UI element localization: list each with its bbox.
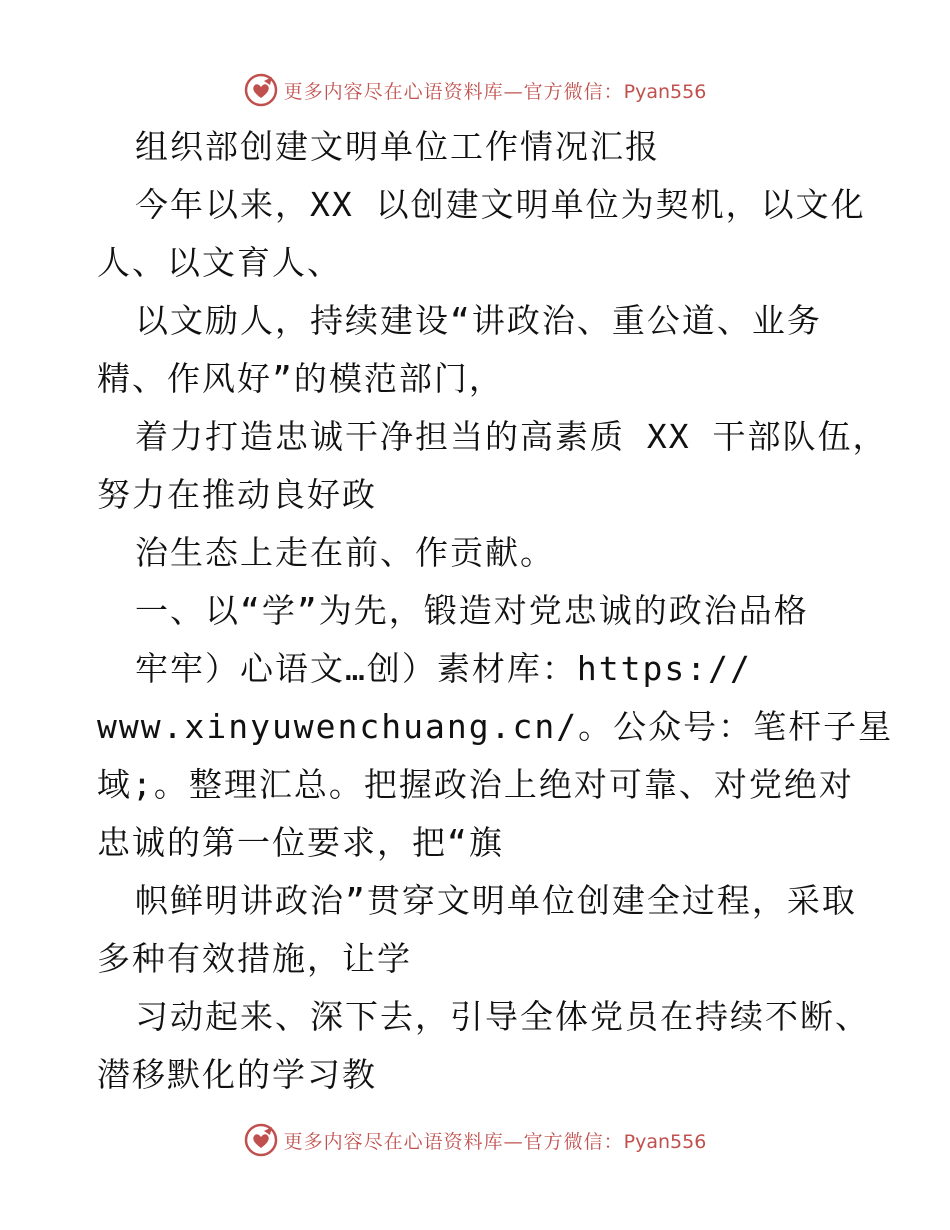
header-banner: [0, 68, 950, 112]
heart-pen-logo-icon: [244, 1123, 278, 1157]
banner-slogan: 更多内容尽在心语资料库—官方微信：Pyan556: [283, 1130, 707, 1153]
paragraph-line: 着力打造忠诚干净担当的高素质 XX 干部队伍，: [135, 417, 888, 456]
paragraph-line: 治生态上走在前、作贡献。: [135, 533, 555, 572]
paragraph-line: 人、以文育人、: [97, 243, 342, 282]
document-body: [97, 118, 894, 1104]
banner-slogan: 更多内容尽在心语资料库—官方微信：Pyan556: [283, 80, 707, 103]
banner-wechat-id: Pyan556: [623, 80, 707, 103]
paragraph-line: 多种有效措施，让学: [97, 939, 412, 978]
paragraph-line: 牢牢）心语文…创）素材库：https://: [135, 649, 752, 688]
footer-banner: [0, 1118, 950, 1162]
paragraph-line: 帜鲜明讲政治”贯穿文明单位创建全过程，采取: [135, 881, 857, 920]
paragraph-line: 域;。整理汇总。把握政治上绝对可靠、对党绝对: [97, 765, 854, 804]
document-title: 组织部创建文明单位工作情况汇报: [135, 127, 660, 166]
banner-wechat-id: Pyan556: [623, 1130, 707, 1153]
paragraph-line: 习动起来、深下去，引导全体党员在持续不断、: [135, 997, 870, 1036]
heart-pen-logo-icon: [244, 73, 278, 107]
paragraph-line: 精、作风好”的模范部门，: [97, 359, 504, 398]
paragraph-line: 潜移默化的学习教: [97, 1055, 377, 1094]
paragraph-line: 一、以“学”为先，锻造对党忠诚的政治品格: [135, 591, 809, 630]
paragraph-line: 努力在推动良好政: [97, 475, 377, 514]
paragraph-line: 今年以来，XX 以创建文明单位为契机，以文化: [135, 185, 866, 224]
paragraph-line: 忠诚的第一位要求，把“旗: [97, 823, 504, 862]
paragraph-line: www.xinyuwenchuang.cn/。公众号：笔杆子星: [97, 707, 894, 746]
paragraph-line: 以文励人，持续建设“讲政治、重公道、业务: [135, 301, 822, 340]
